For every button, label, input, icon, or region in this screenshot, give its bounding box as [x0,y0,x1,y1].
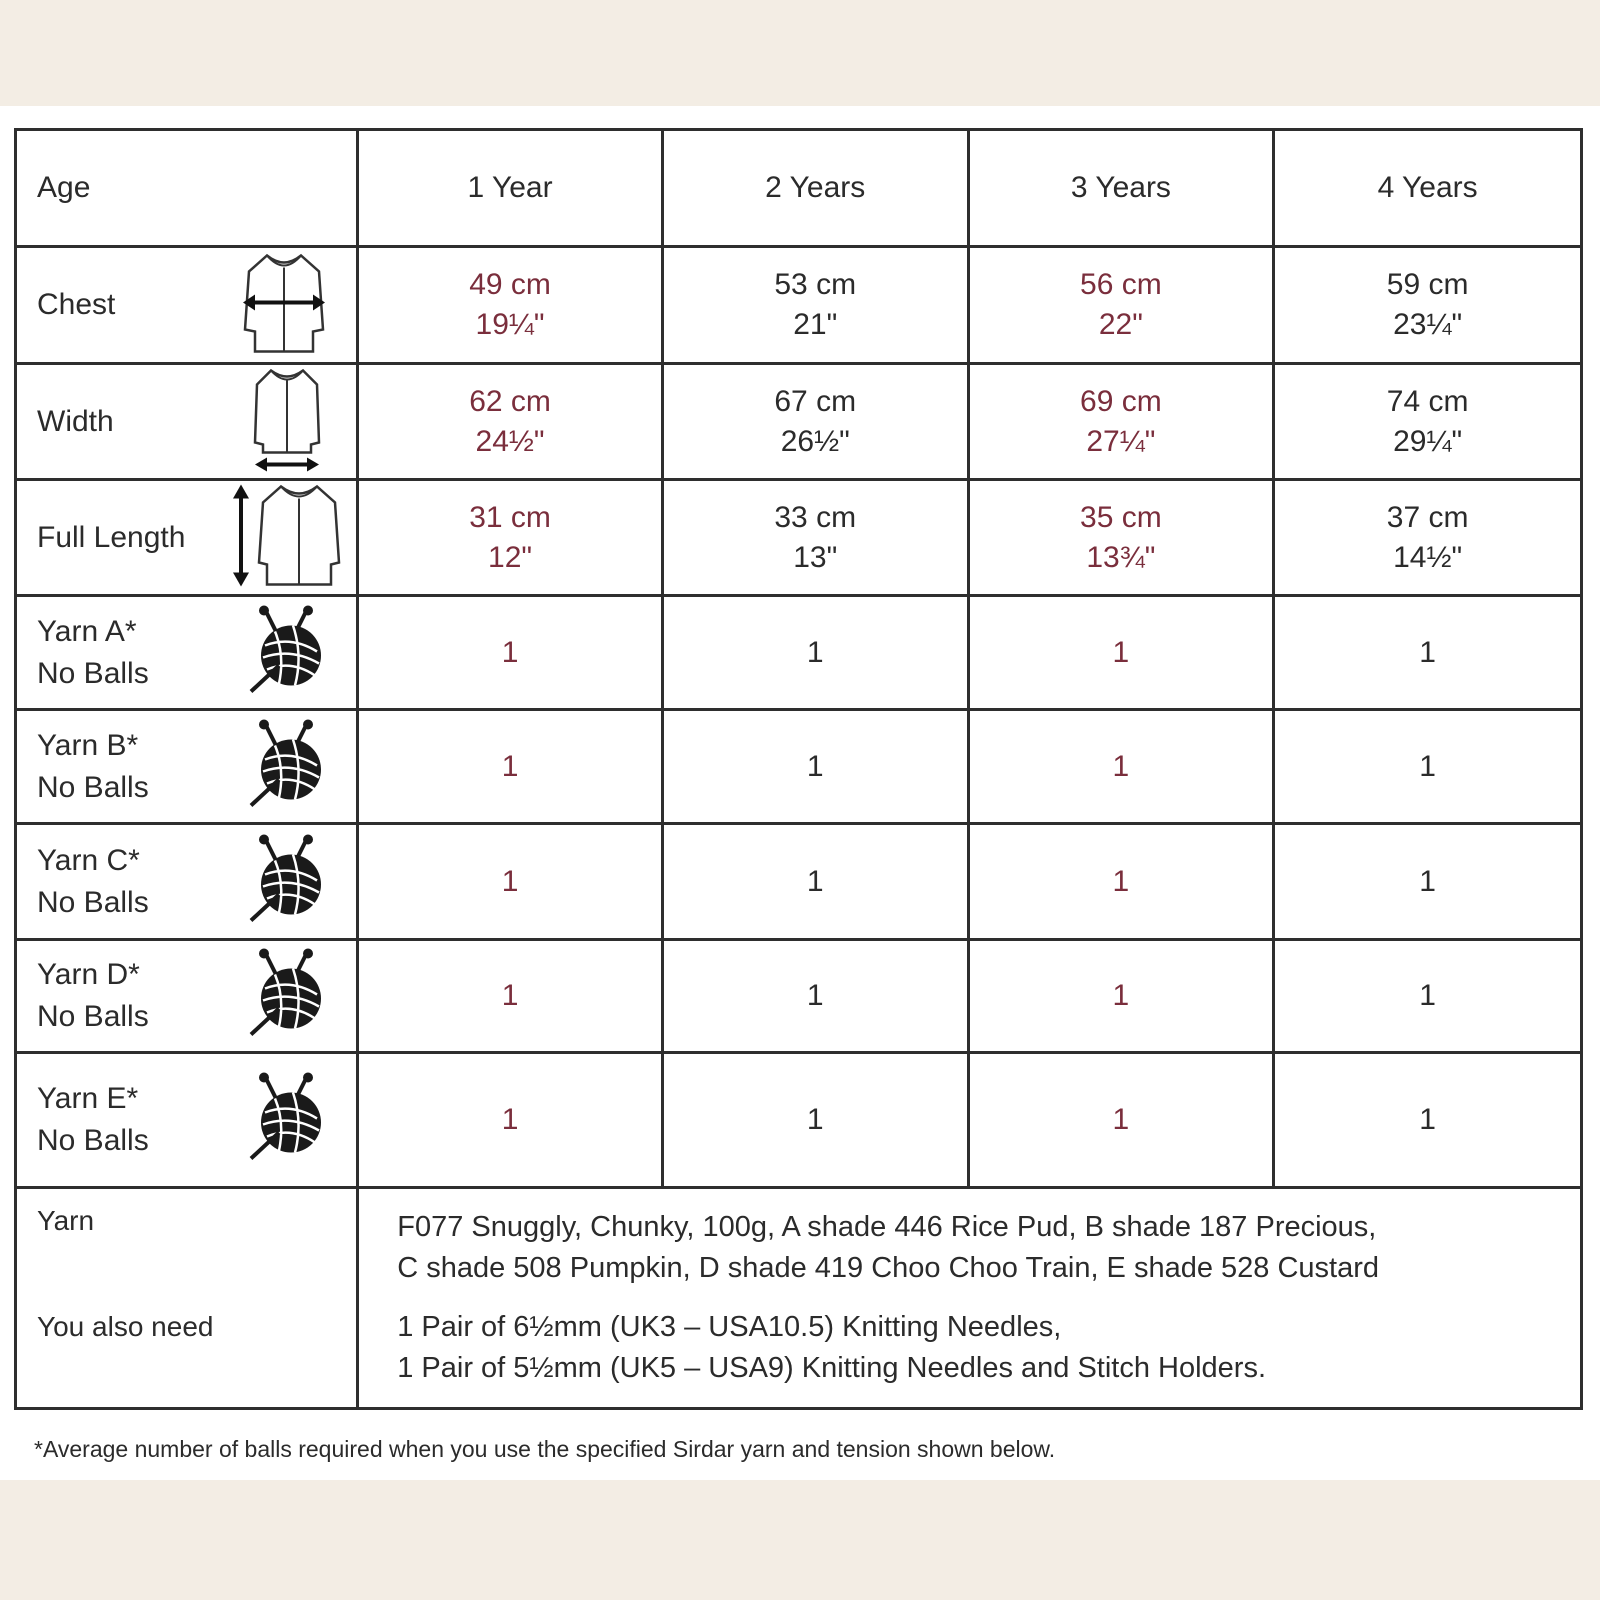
measure-inches: 22" [1098,308,1143,341]
value-cell [358,1053,663,1188]
ball-count: 1 [1419,635,1436,669]
row-label-line: Width [37,404,114,438]
ball-count: 1 [501,979,519,1012]
measure-inches: 24½" [475,424,545,458]
measure-inches: 29¼" [1393,424,1463,458]
value-cell [662,480,968,596]
row-label [37,954,149,1038]
yarn-info-row [16,1188,1582,1409]
yarn-details-cell [358,1188,1582,1409]
row-label-line: No Balls [37,885,149,919]
row-label-line: Chest [37,288,116,321]
measure-inches: 23¼" [1393,308,1463,341]
yarn-description [397,1207,1580,1289]
measure-cm: 62 cm [469,384,551,418]
value-cell [1274,480,1582,596]
measure-cm: 37 cm [1386,500,1469,534]
age-label-cell [16,130,358,247]
value-cell [968,364,1274,480]
row-label-line: Full Length [37,520,186,554]
value-cell [662,824,968,940]
measure-cm: 31 cm [469,500,551,534]
age-header-4: 4 Years [1274,130,1582,247]
row-label [37,840,149,924]
measure-inches: 12" [488,540,533,574]
row-label [37,725,149,809]
value-cell [358,364,663,480]
value-cell [662,596,968,710]
row-label-line: No Balls [37,770,149,804]
yarn-label-cell [16,1188,358,1409]
measure-cm: 49 cm [469,268,551,301]
measure-inches: 19¼" [475,308,545,341]
row-label-line: Yarn A* [37,614,137,648]
ball-count: 1 [806,749,824,783]
row-label-line: Yarn B* [37,728,139,762]
row-label-cell [16,1053,358,1188]
value-cell [1274,710,1582,824]
ball-count: 1 [1112,864,1130,898]
row-label [37,284,115,326]
pattern-sheet [0,106,1600,1480]
row-label-line: No Balls [37,656,149,690]
yarn-ball-icon [245,719,325,814]
ball-count: 1 [1112,749,1130,783]
row-label [37,1078,149,1162]
yarn-line: C shade 508 Pumpkin, D shade 419 Choo Choo Train, E shade 528 Custard [397,1252,1380,1284]
value-cell [1274,940,1582,1053]
row-label-cell [16,480,358,596]
row-label-line: No Balls [37,1124,149,1157]
yarn-label: Yarn [37,1205,95,1236]
ball-count: 1 [501,864,519,898]
table-row [16,480,1582,596]
value-cell [358,710,663,824]
ball-count: 1 [1112,979,1130,1012]
ball-count: 1 [806,1103,824,1136]
table-row [16,1053,1582,1188]
ball-count: 1 [806,864,824,898]
value-cell [968,940,1274,1053]
value-cell [1274,364,1582,480]
yarn-ball-icon [245,1073,325,1168]
ball-count: 1 [1112,635,1130,669]
value-cell [968,824,1274,940]
row-label-cell [16,596,358,710]
yarn-ball-icon [245,605,325,700]
table-row [16,364,1582,480]
value-cell [358,824,663,940]
also-need-description [397,1307,1580,1389]
value-cell [358,480,663,596]
age-header-row [16,130,1582,247]
ball-count: 1 [806,635,824,669]
age-header-2: 2 Years [662,130,968,247]
row-label-line: Yarn C* [37,843,140,877]
table-row [16,247,1582,364]
ball-count: 1 [1112,1103,1130,1136]
cardigan-width-icon [247,364,327,479]
cardigan-chest-icon [239,248,329,363]
row-label-line: No Balls [37,1000,149,1033]
measure-cm: 53 cm [774,268,857,301]
ball-count: 1 [806,979,824,1012]
age-header-1: 1 Year [358,130,663,247]
row-label-cell [16,710,358,824]
value-cell [968,480,1274,596]
measure-inches: 13¾" [1086,540,1156,574]
value-cell [968,247,1274,364]
size-table [14,128,1583,1410]
row-label [37,517,185,559]
value-cell [358,247,663,364]
table-row [16,710,1582,824]
value-cell [358,940,663,1053]
also-need-label: You also need [37,1311,214,1342]
measure-inches: 13" [793,540,838,574]
footnote: *Average number of balls required when you use the specified Sirdar yarn and tension shown below. [34,1436,1056,1462]
yarn-ball-icon [245,834,325,929]
needle-line: 1 Pair of 5½mm (UK5 – USA9) Knitting Needles and Stitch Holders. [397,1352,1267,1384]
row-label-line: Yarn E* [37,1082,139,1115]
value-cell [662,940,968,1053]
measure-cm: 35 cm [1080,500,1162,534]
measure-cm: 67 cm [774,384,857,418]
table-row [16,596,1582,710]
age-label: Age [37,171,91,204]
row-label-cell [16,824,358,940]
ball-count: 1 [501,1103,519,1136]
measure-inches: 21" [793,308,838,341]
row-label-cell [16,247,358,364]
measure-inches: 27¼" [1086,424,1156,458]
measure-cm: 69 cm [1080,384,1162,418]
value-cell [1274,1053,1582,1188]
value-cell [662,364,968,480]
ball-count: 1 [501,635,519,669]
measure-inches: 14½" [1393,540,1463,574]
row-label-line: Yarn D* [37,958,140,991]
needle-line: 1 Pair of 6½mm (UK3 – USA10.5) Knitting Needles, [397,1311,1062,1343]
value-cell [358,596,663,710]
value-cell [662,710,968,824]
value-cell [968,1053,1274,1188]
yarn-details [359,1189,1580,1389]
row-label [37,401,114,443]
measure-cm: 59 cm [1386,268,1469,301]
value-cell [968,710,1274,824]
cardigan-length-icon [227,480,347,595]
value-cell [662,247,968,364]
row-label-cell [16,364,358,480]
table-row [16,824,1582,940]
measure-cm: 33 cm [774,500,857,534]
measure-cm: 74 cm [1386,384,1469,418]
ball-count: 1 [501,749,519,783]
ball-count: 1 [1419,864,1436,898]
value-cell [662,1053,968,1188]
table-row [16,940,1582,1053]
measure-inches: 26½" [780,424,850,458]
ball-count: 1 [1419,979,1436,1012]
yarn-line: F077 Snuggly, Chunky, 100g, A shade 446 Rice Pud, B shade 187 Precious, [397,1211,1377,1243]
value-cell [1274,824,1582,940]
value-cell [968,596,1274,710]
ball-count: 1 [1419,749,1436,783]
row-label [37,611,149,695]
age-header-3: 3 Years [968,130,1274,247]
measure-cm: 56 cm [1080,268,1162,301]
row-label-cell [16,940,358,1053]
value-cell [1274,596,1582,710]
yarn-ball-icon [245,949,325,1044]
value-cell [1274,247,1582,364]
ball-count: 1 [1419,1103,1436,1136]
